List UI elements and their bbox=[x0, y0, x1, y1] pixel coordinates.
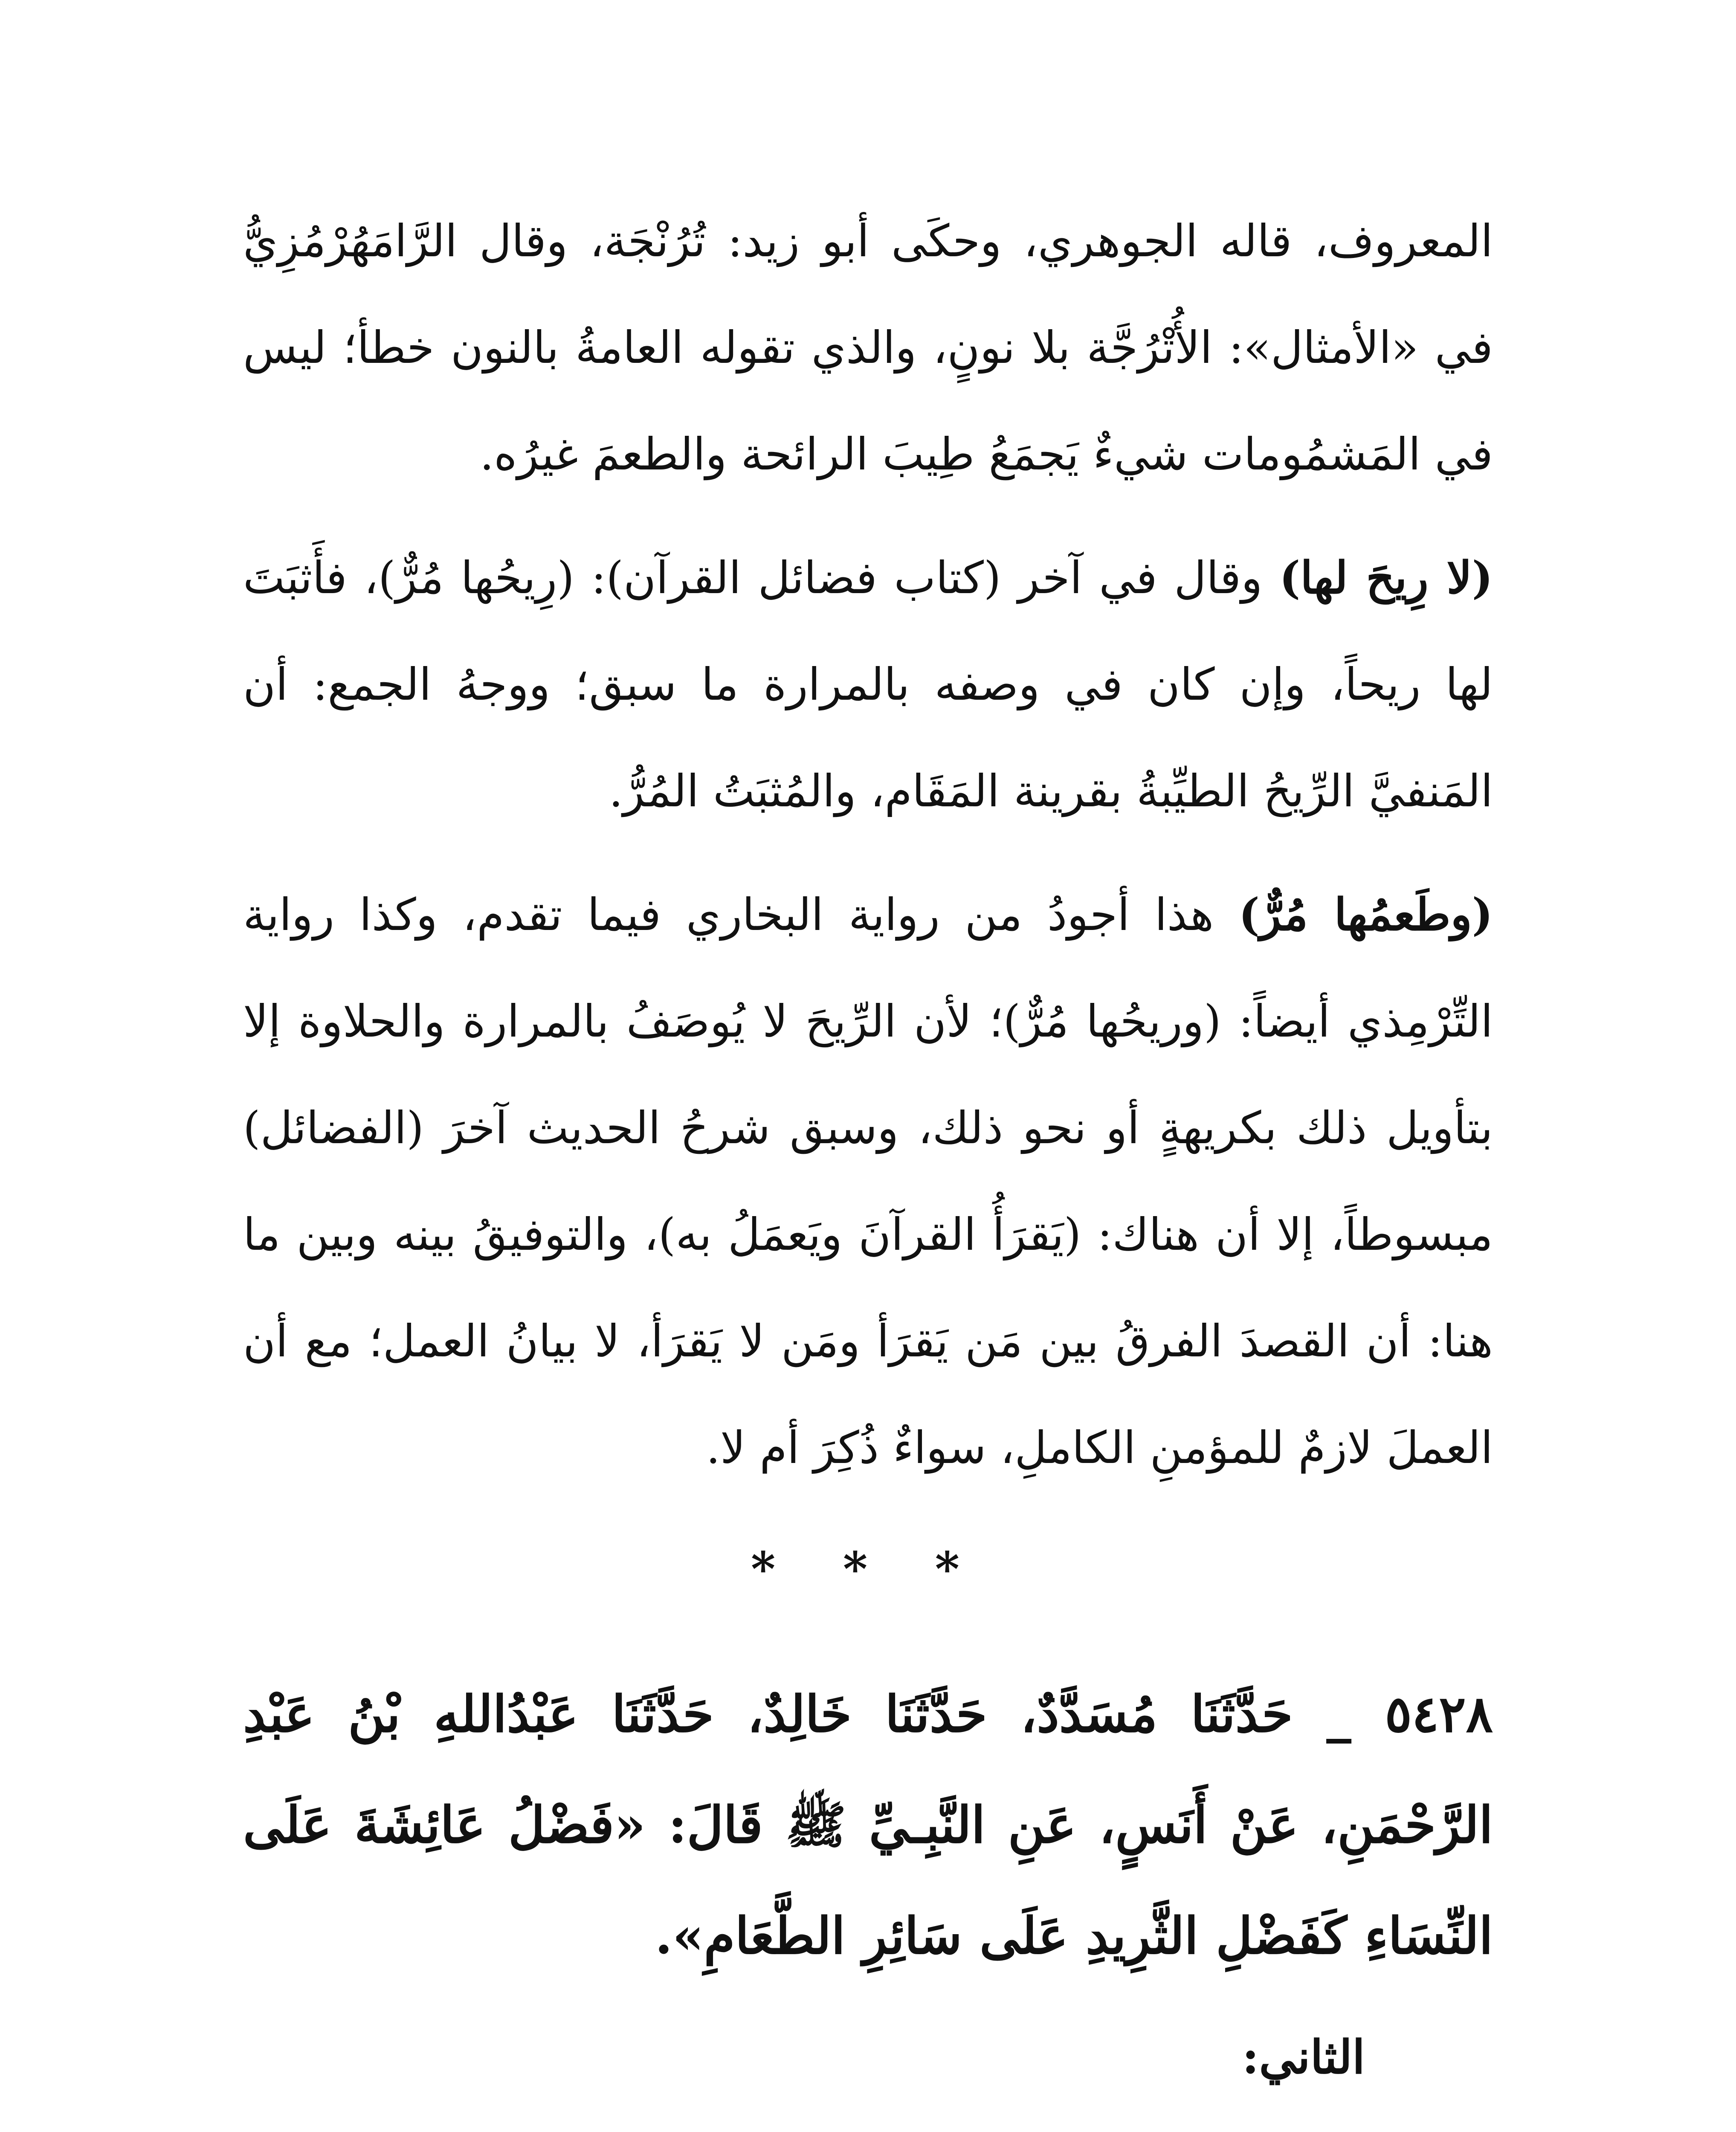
commentary-paragraph-2 bbox=[243, 524, 1493, 844]
commentary-paragraph-1 bbox=[243, 188, 1493, 507]
main-text-block bbox=[243, 188, 1493, 2132]
commentary-paragraph-2-lead: (لا رِيحَ لها) bbox=[1279, 551, 1493, 604]
section-body bbox=[243, 2111, 1493, 2132]
commentary-paragraph-3 bbox=[243, 861, 1493, 1501]
commentary-paragraph-1-text: المعروف، قاله الجوهري، وحكَى أبو زيد: تُرُنْجَة، وقال الرَّامَهُرْمُزِيُّ في «الأمثال»: الأُتْرُجَّة بلا نونٍ، والذي تقوله العامةُ بالنون خطأ؛ ليس في المَشمُومات شيءٌ يَجمَعُ طِيبَ الرائحة والطعمَ غيرُه. bbox=[243, 215, 1493, 480]
hadith-text: ٥٤٢٨ _ حَدَّثَنَا مُسَدَّدٌ، حَدَّثَنَا خَالِدٌ، حَدَّثَنَا عَبْدُاللهِ بْنُ عَبْدِ الرَّحْمَنِ، عَنْ أَنَسٍ، عَنِ النَّبِـيِّ ﷺ قَالَ: «فَضْلُ عَائِشَةَ عَلَى النِّسَاءِ كَفَضْلِ الثَّرِيدِ عَلَى سَائِرِ الطَّعَامِ». bbox=[243, 1684, 1493, 1965]
commentary-paragraph-3-lead: (وطَعمُها مُرٌّ) bbox=[1238, 888, 1493, 941]
commentary-paragraph-3-text: هذا أجودُ من رواية البخاري فيما تقدم، وكذا رواية التِّرْمِذي أيضاً: (وريحُها مُرٌّ)؛ لأن الرِّيحَ لا يُوصَفُ بالمرارة والحلاوة إلا بتأويل ذلك بكريهةٍ أو نحو ذلك، وسبق شرحُ الحديث آخرَ (الفضائل) مبسوطاً، إلا أن هناك: (يَقرَأُ القرآنَ ويَعمَلُ به)، والتوفيقُ بينه وبين ما هنا: أن القصدَ الفرقُ بين مَن يَقرَأ ومَن لا يَقرَأ، لا بيانُ العمل؛ مع أن العملَ لازمٌ للمؤمنِ الكاملِ، سواءٌ ذُكِرَ أم لا. bbox=[243, 889, 1493, 1474]
section-heading: الثاني: bbox=[1242, 2031, 1365, 2084]
commentary-paragraph-2-text: وقال في آخر (كتاب فضائل القرآن): (رِيحُها مُرٌّ)، فأَثبَتَ لها ريحاً، وإن كان في وصفه بالمرارة ما سبق؛ ووجهُ الجمع: أن المَنفيَّ الرِّيحُ الطيِّبةُ بقرينة المَقَام، والمُثبَتُ المُرُّ. bbox=[243, 552, 1493, 817]
separator-stars-1: * * * bbox=[751, 1541, 985, 1596]
